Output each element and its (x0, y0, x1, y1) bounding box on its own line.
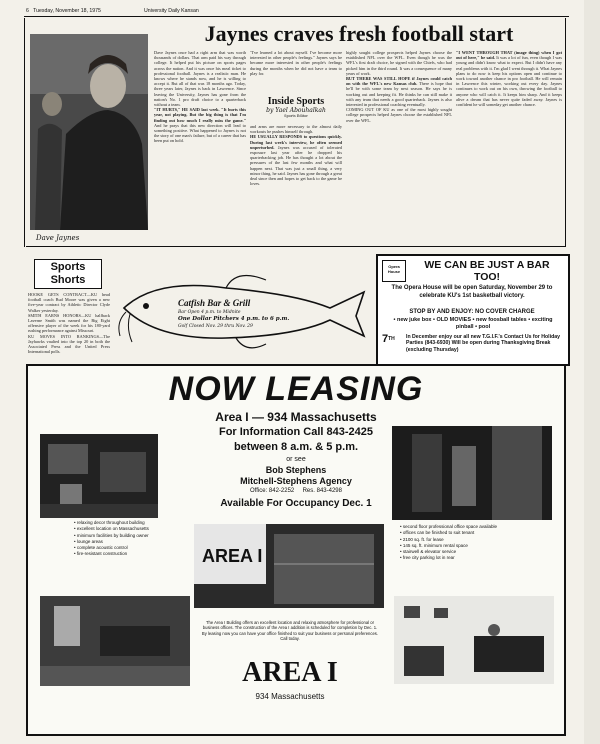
catfish-line2: One Dollar Pitchers 4 p.m. to 6 p.m. (178, 316, 290, 322)
right-feature: • 145 sq. ft. minimum rental space (400, 542, 468, 548)
now-leasing-ad (26, 364, 566, 736)
story-column-2-top: "I've learned a lot about myself. I've become more interested in other people's feelings." Jaynes says he became more interested in other people's feelings during the months when he did not have a team to play for. (250, 50, 342, 76)
short-item-1: HOOKE GETS CONTRACT—KU head football coach Bud Moore was given a new five-year contract by Athletic Director Clyde Walker yesterday. (28, 292, 110, 313)
right-feature: • free city parking lot in rear (400, 555, 455, 561)
opera-headline: WE CAN BE JUST A BAR TOO! (424, 259, 550, 283)
area-i-logo: AREA I (242, 657, 338, 688)
catfish-icon (116, 258, 368, 358)
leasing-contact: Bob Stephens (265, 465, 327, 475)
story-col4-quote: "I WENT THROUGH THAT (image thing) when I got out of here," he said. (456, 50, 562, 61)
feature-right-rule (565, 18, 566, 247)
sports-shorts-items (28, 292, 110, 362)
headline: Jaynes craves fresh football start (204, 21, 514, 46)
feature-left-rule (24, 18, 25, 247)
leasing-headline: NOW LEASING (168, 370, 424, 408)
lobby-photo (40, 434, 158, 518)
story-column-4: "I WENT THROUGH THAT (image thing) when I got out of here," he said. It was a lot of fun, even though I was young and didn't know what to expect. But I didn't have any real problems with it. I'm glad I went through it. What Jaynes plans to do now is keep his options open and continue to work toward another chance in pro football. He will remain in Lawrence this winter, working out every day. Jaynes continues to work out on his own, throwing the football to anyone who will catch it. It keeps him sharp. And it keeps alive a dream that has never quite faded away. Jaynes is confident he will someday get another chance. (456, 50, 562, 108)
reception-photo (394, 596, 554, 684)
leasing-area-line: Area I — 934 Massachusetts (215, 410, 377, 424)
story-column-1: Dave Jaynes once had a right arm that was worth thousands of dollars. That arm paid his way through college. It helped put his picture on sports pages across the nation. And it was once his meal ticket to professional football. Jaynes is a realistic man. He knows where he stands now, and he is willing to accept it. But all of that was 18 months ago. Today, three years later, Jaynes is back in Lawrence. Since leaving the University, Jaynes has gone from the nation's No. 1 pro draft choice to a quarterback without a team. "IT HURTS," HE SAID last week. "It hurts this year, not playing. But the big thing is that I'm finding out how much I really miss the game." And he prays that this new direction will lead to something positive. What happened to Jaynes is not the story of one man's failure, but of a career that has been put on hold. (154, 50, 246, 144)
opera-7th-logo: 7TH (382, 333, 395, 345)
opera-offer: In December enjoy our all new T.G.I.F.'s Contact Us for Holiday Parties (843-6930) Will be open during Thanksgiving Break (excluding Thursday) (406, 334, 561, 353)
leasing-availability: Available For Occupancy Dec. 1 (220, 498, 372, 509)
page-header (26, 8, 566, 14)
right-feature: • second floor professional office space available (400, 524, 498, 529)
paper-name: University Daily Kansan (144, 8, 199, 14)
right-features-list (400, 524, 550, 562)
sports-shorts-logo (34, 259, 102, 289)
opera-house-ad (376, 254, 570, 366)
story-col2-lead: "I've learned a lot about myself. I've become more interested in other people's feelings." (250, 50, 342, 61)
left-features-list (74, 520, 190, 558)
page-margin (584, 0, 600, 744)
column-sub: Sports Editor (284, 114, 308, 118)
leasing-blurb: The Area I Building offers an excellent location and relaxing atmosphere for professional or business offices. The construction of the Area I addition is scheduled for completion by Dec. 1. By leasing now you can have your office finished to suit your business or personal preferences. Call today. (201, 620, 379, 642)
area-i-logo-address: 934 Massachusetts (255, 692, 325, 701)
sports-shorts-title: Sports Shorts (50, 261, 86, 286)
left-feature: • minimum facilities by building owner (74, 532, 149, 538)
opera-cta: STOP BY AND ENJOY: NO COVER CHARGE (409, 309, 535, 315)
story-quote: "IT HURTS," HE SAID last week. "It hurts this year, not playing. But the big thing is that I'm finding out how much I really miss the game." (154, 107, 246, 123)
catfish-line1: Bar Open 4 p.m. to Midnite (178, 310, 241, 315)
building-exterior-photo (194, 524, 384, 608)
left-feature: • relaxing decor throughout building (74, 520, 145, 525)
short-item-2: SMITH EARNS HONORS—KU halfback Laverne Smith was named the Big Eight offensive player of the week for his 180-yard rushing performance against Missouri. (28, 312, 110, 334)
corridor-photo (392, 426, 552, 520)
building-sign-text: AREA I (202, 546, 263, 566)
leasing-hours-line: between 8 a.m. & 5 p.m. (233, 441, 359, 453)
column-byline: by Yael Abouhalkah (266, 107, 326, 114)
catfish-name: Catfish Bar & Grill (178, 298, 251, 308)
leasing-phones: Office: 842-2252 Res. 843-4298 (250, 488, 342, 494)
opera-body: The Opera House will be open Saturday, November 29 to celebrate KU's 1st basketball victory. (391, 285, 553, 299)
story-column-2: and arms are more necessary to the almost daily workouts he pushes himself through. HE USUALLY RESPONDS to questions quickly. During last week's interview, he often seemed unperturbed. Jaynes was accused of tolerated exposure last year after he dropped his quarterbacking job. He has thought a lot about the pressures of the last few months and what will happen next. That was just a small thing, a very minor thing, he said. Jaynes has gone through a great deal since then and hopes to get back to the game he loves. (250, 124, 342, 187)
opera-logo: Opera House (382, 260, 406, 282)
column-title: Inside Sports (267, 96, 325, 107)
left-feature: • complete acoustic control (74, 545, 128, 551)
dave-jaynes-photo (30, 34, 148, 230)
left-feature: • fire-resistant construction (74, 551, 128, 557)
leasing-or-see: or see (286, 456, 306, 463)
left-feature: • lounge areas (74, 538, 103, 544)
photo-caption: Dave Jaynes (36, 234, 80, 242)
office-interior-photo (40, 596, 190, 686)
story-lead: Dave Jaynes once had a right arm that was worth thousands of dollars. That arm paid his way through college. It helped put his picture on sports pages across the nation. And it was once his meal ticket to professional football. (154, 50, 246, 76)
leasing-agency: Mitchell-Stephens Agency (240, 476, 352, 486)
right-feature: • stairwell & elevator service (400, 549, 457, 555)
catfish-ad (116, 258, 368, 358)
right-feature: • 2100 sq. ft. for lease (400, 536, 444, 542)
catfish-line3: Golf Closed Nov. 29 thru Nov. 29 (178, 324, 253, 329)
page-number: 6 (26, 8, 29, 14)
page-date: Tuesday, November 18, 1975 (33, 8, 101, 14)
right-feature: • offices can be finished to suit tenant (400, 530, 475, 536)
short-item-3: KU MOVES INTO RANKINGS—The Jayhawks vaulted into the top 20 in both the Associated Press and the United Press International polls. (28, 333, 110, 355)
inside-sports-column-head (250, 96, 342, 118)
story-column-3: highly sought college prospects helped Jaynes choose the established NFL over the WFL. Even though he was the WFL's first draft choice, he signed with the Chiefs, who had picked him in the third round. It was a consequence of many years of work. BUT THERE WAS STILL HOPE if Jaynes could catch on with the WFL's new Kansas club. There is hope that he'll be with some team by next season. He says he is working out and keeping fit. He thinks he can still make it with any team that needs a good quarterback. Jaynes is also interested in professional coaching eventually. COMING OUT OF KU as one of the most highly sought college prospects helped Jaynes choose the established NFL over the WFL. (346, 50, 452, 123)
opera-features: • new juke box • OLD MOVIES • new foosball tables • exciting pinball • pool (393, 317, 553, 330)
story-col3-caps: BUT THERE WAS STILL HOPE if Jaynes could catch on with the WFL's new Kansas club. (346, 76, 452, 87)
leasing-info-line: For Information Call 843-2425 (218, 426, 374, 438)
feature-bottom-rule (26, 246, 566, 247)
left-feature: • excellent location on Massachusetts (74, 526, 149, 532)
header-rule (24, 16, 569, 17)
story-col2-caps: HE USUALLY RESPONDS to questions quickly. During last week's interview, he often seemed unperturbed. (250, 134, 342, 150)
story-col3-end: COMING OUT OF KU as one of the most highly sought college prospects helped Jaynes choose the established NFL over the WFL. (346, 107, 452, 123)
